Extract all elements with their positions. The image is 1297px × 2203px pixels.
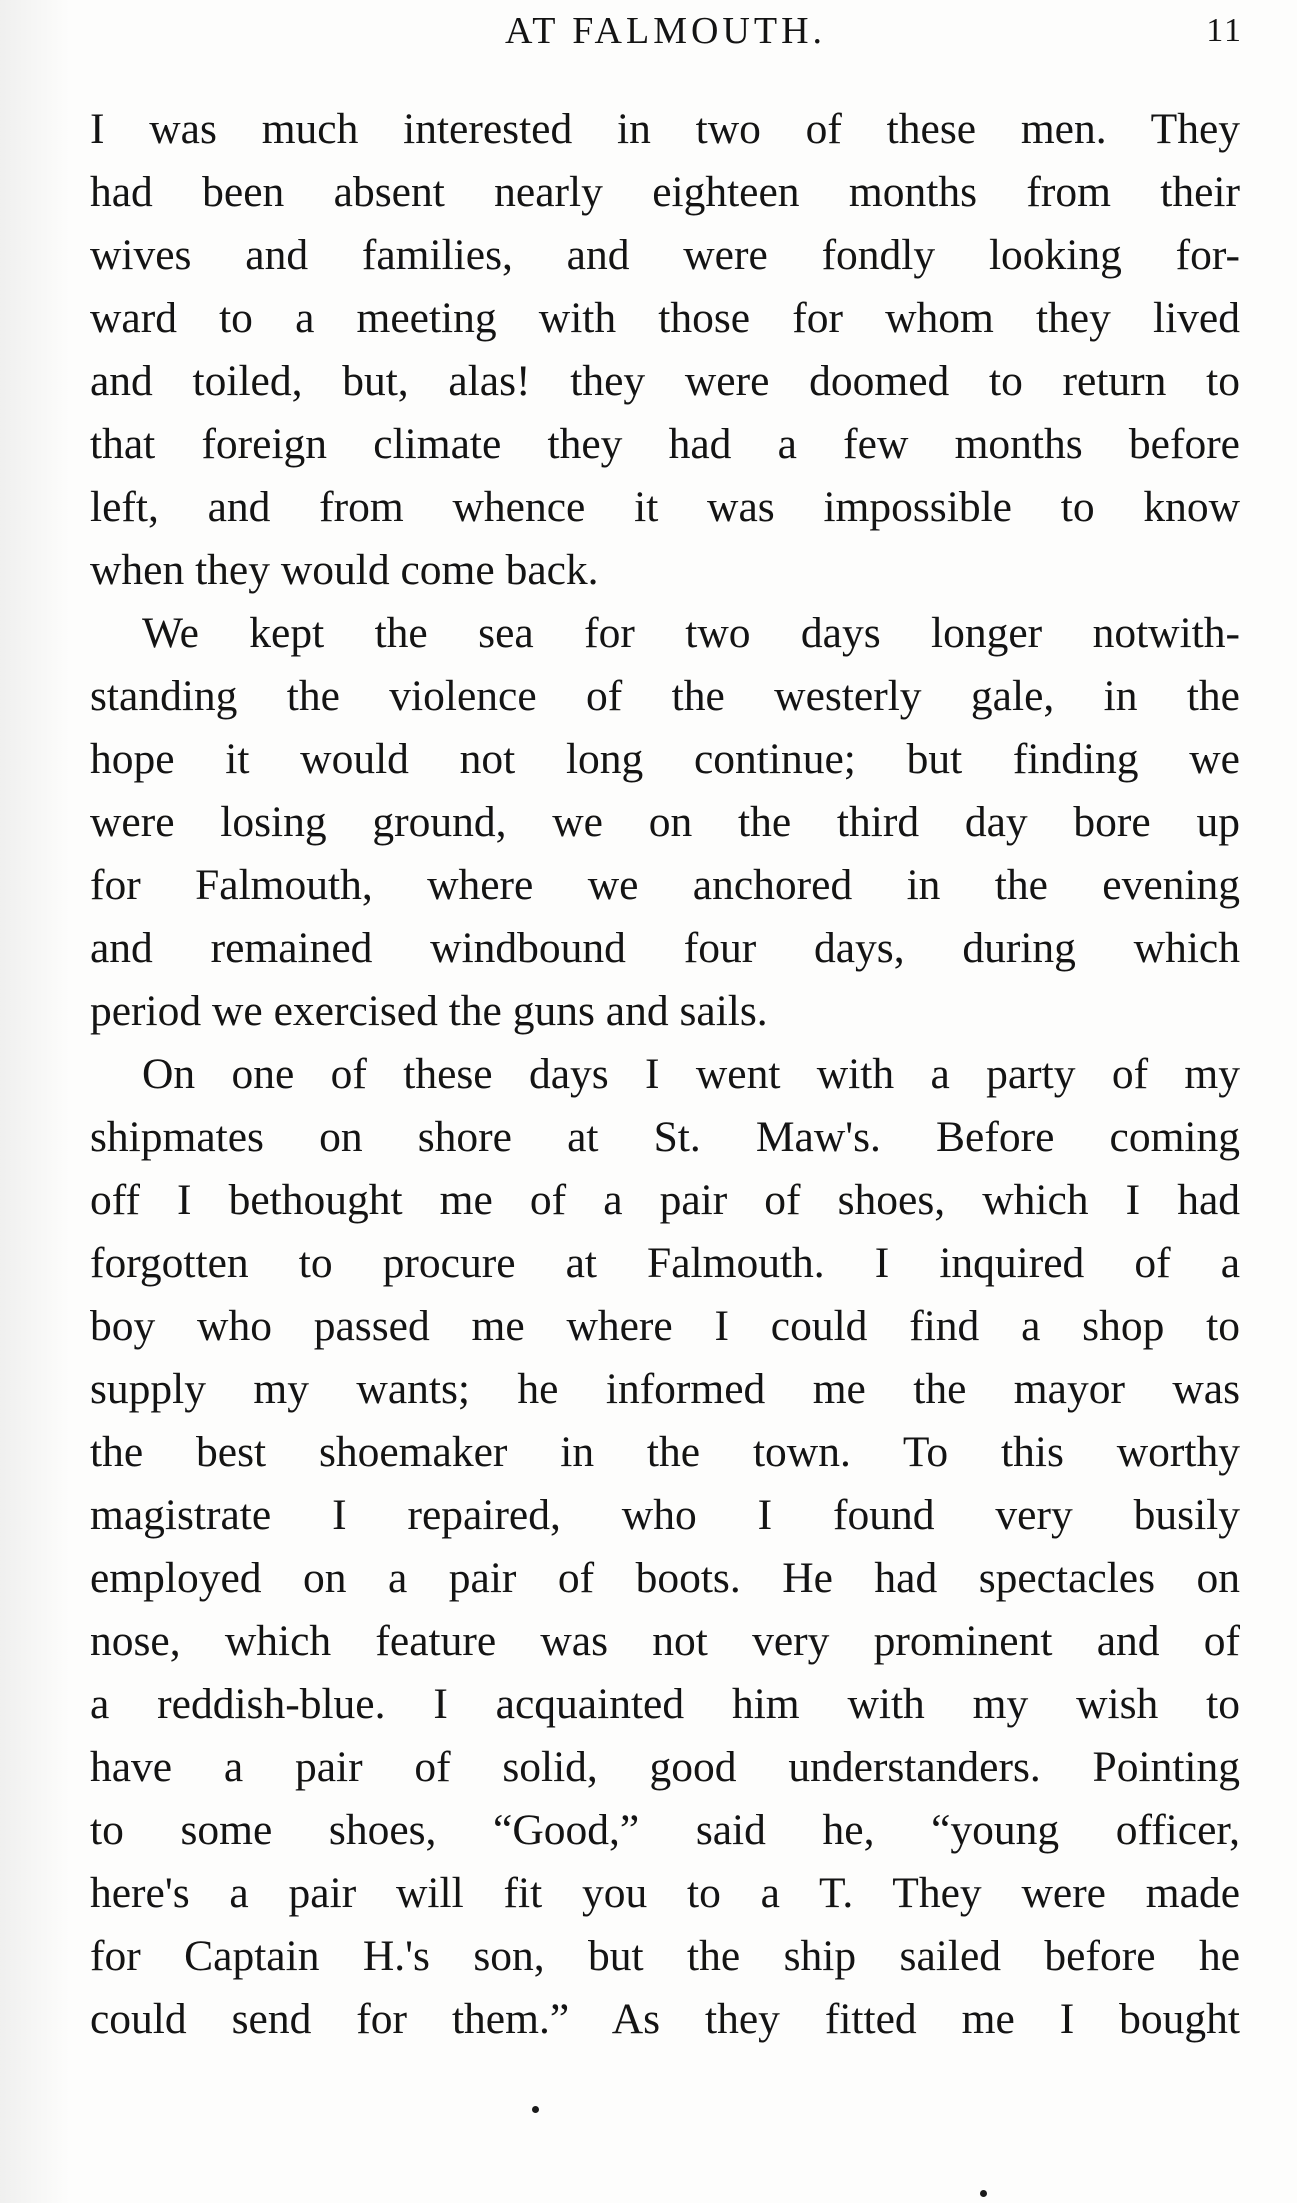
text-line: a reddish-blue. I acquainted him with my wish to bbox=[90, 1680, 1240, 1728]
text-line: I was much interested in two of these men. They bbox=[90, 105, 1240, 153]
text-line: shipmates on shore at St. Maw's. Before coming bbox=[90, 1113, 1240, 1161]
text-line: We kept the sea for two days longer notwith- bbox=[142, 609, 1240, 657]
text-line: here's a pair will fit you to a T. They were made bbox=[90, 1869, 1240, 1917]
text-line: supply my wants; he informed me the mayor was bbox=[90, 1365, 1240, 1413]
text-line: had been absent nearly eighteen months from their bbox=[90, 168, 1240, 216]
text-line: standing the violence of the westerly gale, in the bbox=[90, 672, 1240, 720]
text-line: have a pair of solid, good understanders. Pointing bbox=[90, 1743, 1240, 1791]
text-line: nose, which feature was not very prominent and of bbox=[90, 1617, 1240, 1665]
ink-speck bbox=[532, 2106, 539, 2113]
text-line: were losing ground, we on the third day bore up bbox=[90, 798, 1240, 846]
text-line: to some shoes, “Good,” said he, “young officer, bbox=[90, 1806, 1240, 1854]
text-line: left, and from whence it was impossible to know bbox=[90, 483, 1240, 531]
text-line: forgotten to procure at Falmouth. I inquired of a bbox=[90, 1239, 1240, 1287]
text-line: period we exercised the guns and sails. bbox=[90, 987, 768, 1035]
text-line: could send for them.” As they fitted me I bought bbox=[90, 1995, 1240, 2043]
text-line: employed on a pair of boots. He had spectacles on bbox=[90, 1554, 1240, 1602]
text-line: when they would come back. bbox=[90, 546, 599, 594]
paragraph bbox=[90, 1043, 1240, 2051]
page-edge-shadow bbox=[0, 0, 70, 2203]
text-line: magistrate I repaired, who I found very busily bbox=[90, 1491, 1240, 1539]
paragraph bbox=[90, 98, 1240, 602]
text-line: for Captain H.'s son, but the ship sailed before he bbox=[90, 1932, 1240, 1980]
text-line: and remained windbound four days, during which bbox=[90, 924, 1240, 972]
paragraph bbox=[90, 602, 1240, 1043]
running-head bbox=[88, 6, 1243, 56]
text-line: hope it would not long continue; but finding we bbox=[90, 735, 1240, 783]
text-line: off I bethought me of a pair of shoes, which I had bbox=[90, 1176, 1240, 1224]
running-title: AT FALMOUTH. bbox=[504, 10, 827, 52]
text-line: wives and families, and were fondly looking for- bbox=[90, 231, 1240, 279]
text-line: that foreign climate they had a few months before bbox=[90, 420, 1240, 468]
text-line: for Falmouth, where we anchored in the evening bbox=[90, 861, 1240, 909]
text-line: On one of these days I went with a party of my bbox=[142, 1050, 1240, 1098]
text-line: the best shoemaker in the town. To this worthy bbox=[90, 1428, 1240, 1476]
page-number: 11 bbox=[1206, 12, 1243, 49]
text-line: ward to a meeting with those for whom they lived bbox=[90, 294, 1240, 342]
text-line: boy who passed me where I could find a shop to bbox=[90, 1302, 1240, 1350]
ink-speck bbox=[980, 2190, 987, 2197]
body-text bbox=[90, 98, 1240, 2051]
text-line: and toiled, but, alas! they were doomed to return to bbox=[90, 357, 1240, 405]
